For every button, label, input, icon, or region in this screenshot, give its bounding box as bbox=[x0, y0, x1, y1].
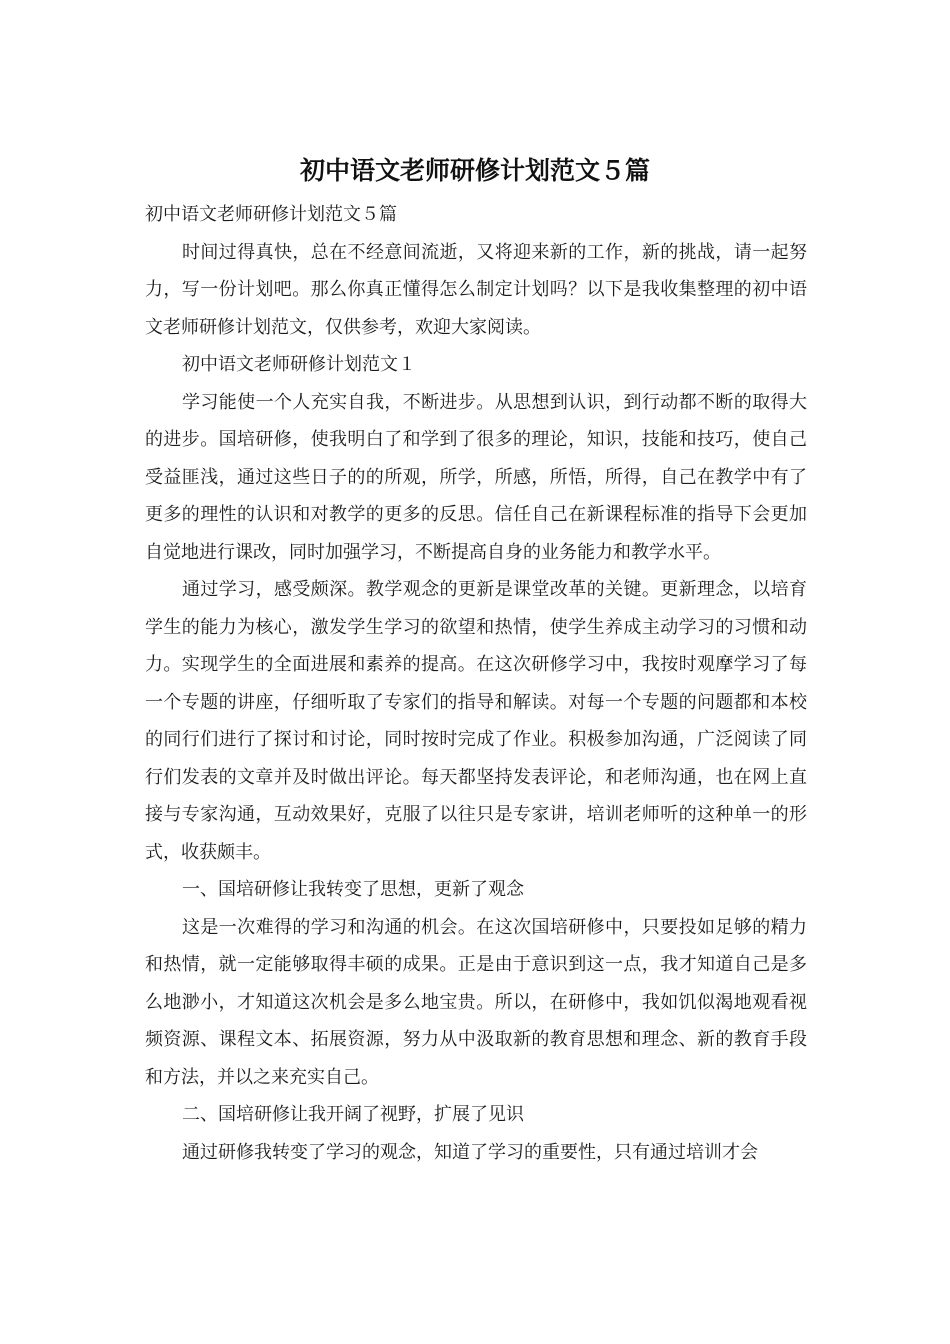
paragraph-concept-change: 通过研修我转变了学习的观念，知道了学习的重要性，只有通过培训才会 bbox=[182, 1141, 758, 1163]
document-title: 初中语文老师研修计划范文５篇 bbox=[299, 156, 650, 185]
section-heading-sample-1: 初中语文老师研修计划范文１ bbox=[182, 354, 416, 375]
section-heading-two: 二、国培研修让我开阔了视野，扩展了见识 bbox=[182, 1104, 524, 1125]
paragraph-learning: 学习能使一个人充实自我，不断进步。从思想到认识，到行动都不断的取得大的进步。国培研修，使我明白了和学到了很多的理论，知识，技能和技巧，使自己受益匪浅，通过这些日子的的所观，所学，所感，所悟，所得，自己在教学中有了更多的理性的认识和对教学的更多的反思。信任自己在新课程标准的指导下会更加自觉地进行课改，同时加强学习，不断提高自身的业务能力和教学水平。 bbox=[145, 391, 807, 563]
paragraph-study-experience: 通过学习，感受颇深。教学观念的更新是课堂改革的关键。更新理念，以培育学生的能力为核心，激发学生学习的欲望和热情，使学生养成主动学习的习惯和动力。实现学生的全面进展和素养的提高。在这次研修学习中，我按时观摩学习了每一个专题的讲座，仔细听取了专家们的指导和解读。对每一个专题的问题都和本校的同行们进行了探讨和讨论，同时按时完成了作业。积极参加沟通，广泛阅读了同行们发表的文章并及时做出评论。每天都坚持发表评论，和老师沟通，也在网上直接与专家沟通，互动效果好，克服了以往只是专家讲，培训老师听的这种单一的形式，收获颇丰。 bbox=[145, 579, 807, 863]
document-body bbox=[145, 196, 807, 1171]
paragraph-opportunity: 这是一次难得的学习和沟通的机会。在这次国培研修中，只要投如足够的精力和热情，就一定能够取得丰硕的成果。正是由于意识到这一点，我才知道自己是多么地渺小，才知道这次机会是多么地宝贵。所以，在研修中，我如饥似渴地观看视频资源、课程文本、拓展资源，努力从中汲取新的教育思想和理念、新的教育手段和方法，并以之来充实自己。 bbox=[145, 916, 807, 1088]
document-subtitle: 初中语文老师研修计划范文５篇 bbox=[145, 204, 397, 225]
section-heading-one: 一、国培研修让我转变了思想，更新了观念 bbox=[182, 879, 524, 900]
paragraph-intro: 时间过得真快，总在不经意间流逝，又将迎来新的工作，新的挑战，请一起努力，写一份计划吧。那么你真正懂得怎么制定计划吗？以下是我收集整理的初中语文老师研修计划范文，仅供参考，欢迎大家阅读。 bbox=[145, 241, 807, 338]
